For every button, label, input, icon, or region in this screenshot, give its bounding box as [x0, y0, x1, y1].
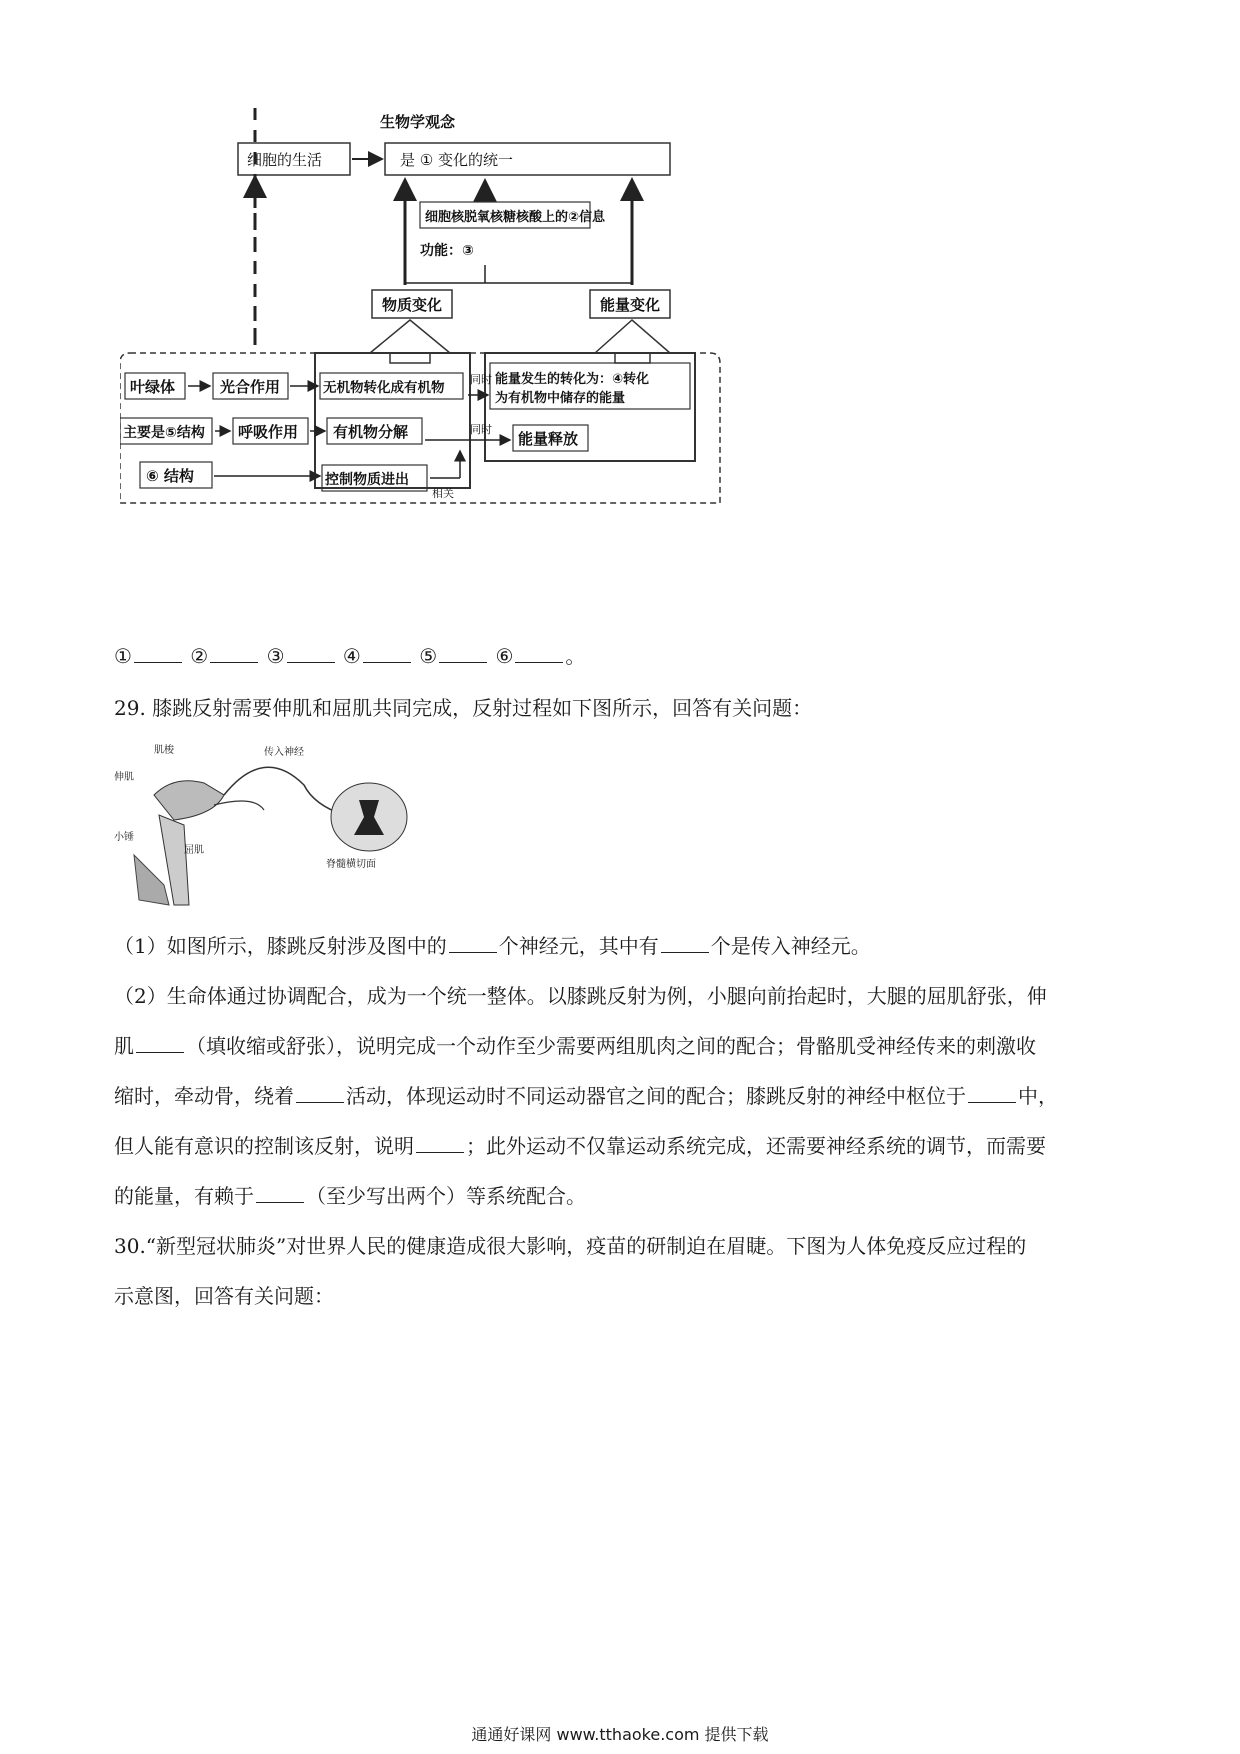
- mainly-structure-label: 主要是⑤结构: [123, 425, 205, 441]
- q29-blank-7[interactable]: [256, 1184, 304, 1203]
- related-label: 相关: [432, 487, 454, 500]
- q30-line2: 示意图，回答有关问题：: [114, 1284, 334, 1308]
- blank-label-2: ②: [190, 644, 209, 668]
- q29-p2-l5-a: 的能量，有赖于: [114, 1184, 254, 1208]
- q29-p2-l3-b: 活动，体现运动时不同运动器官之间的配合；膝跳反射的神经中枢位于: [346, 1084, 966, 1108]
- label-flexor: 屈肌: [184, 845, 204, 856]
- footer: 通通好课网 www.tthaoke.com 提供下载: [471, 1725, 769, 1744]
- concept-diagram: [120, 105, 820, 575]
- q29-p2-line1: （2）生命体通过协调配合，成为一个统一整体。以膝跳反射为例，小腿向前抬起时，大腿的屈肌舒张，伸: [114, 984, 1047, 1008]
- q29-blank-1[interactable]: [449, 934, 497, 953]
- answer-blanks-line: [114, 640, 585, 669]
- q29-stem: 29. 膝跳反射需要伸肌和屈肌共同完成，反射过程如下图所示，回答有关问题：: [114, 696, 813, 720]
- q29-p2-line2: [114, 1030, 1036, 1059]
- q29-p2-l3-c: 中，: [1018, 1084, 1058, 1108]
- energy-release-label: 能量释放: [518, 430, 579, 448]
- blank-label-4: ④: [342, 644, 361, 668]
- unity-label: 是 ① 变化的统一: [400, 151, 513, 169]
- energy-convert-1: 能量发生的转化为：④转化: [495, 372, 650, 387]
- q29-blank-6[interactable]: [416, 1134, 464, 1153]
- q29-p2-line5: [114, 1180, 586, 1209]
- blank-2[interactable]: [210, 644, 258, 663]
- q29-p2-l4-a: 但人能有意识的控制该反射，说明: [114, 1134, 414, 1158]
- q29-p2-line3: [114, 1080, 1058, 1109]
- cell-life-label: 细胞的生活: [247, 151, 323, 169]
- q29-p1-a: （1）如图所示，膝跳反射涉及图中的: [114, 934, 447, 958]
- simultaneous-1: 同时: [470, 373, 492, 386]
- blank-label-1: ①: [114, 644, 132, 668]
- energy-change-label: 能量变化: [600, 296, 661, 314]
- knee-reflex-figure: [114, 735, 414, 910]
- structure6-label: ⑥ 结构: [146, 467, 194, 485]
- info-label: 细胞核脱氧核糖核酸上的②信息: [425, 210, 606, 225]
- q30-line1: 30.“新型冠状肺炎”对世界人民的健康造成很大影响，疫苗的研制迫在眉睫。下图为人体免疫反应过程的: [114, 1234, 1027, 1258]
- blank-1[interactable]: [134, 644, 182, 663]
- photosynthesis-label: 光合作用: [220, 378, 281, 396]
- q29-p2-l2-a: 肌: [114, 1034, 134, 1058]
- q29-p1-c: 个是传入神经元。: [710, 934, 871, 958]
- blank-5[interactable]: [439, 644, 487, 663]
- q29-p2-l5-b: （至少写出两个）等系统配合。: [306, 1184, 586, 1208]
- q29-blank-2[interactable]: [661, 934, 709, 953]
- control-transport-label: 控制物质进出: [325, 472, 409, 488]
- respiration-label: 呼吸作用: [238, 423, 299, 441]
- chloroplast-label: 叶绿体: [130, 378, 176, 396]
- q29-p2-l3-a: 缩时，牵动骨，绕着: [114, 1084, 294, 1108]
- simultaneous-2: 同时: [470, 423, 492, 436]
- blank-label-3: ③: [266, 644, 285, 668]
- q29-p2-l2-b: （填收缩或舒张），说明完成一个动作至少需要两组肌肉之间的配合；骨骼肌受神经传来的刺激收: [186, 1034, 1036, 1058]
- label-spindle: 肌梭: [154, 745, 174, 756]
- label-extensor: 伸肌: [114, 772, 134, 783]
- blank-label-5: ⑤: [419, 644, 438, 668]
- q29-blank-4[interactable]: [296, 1084, 344, 1103]
- blank-6[interactable]: [515, 644, 563, 663]
- diagram-title: 生物学观念: [380, 113, 456, 131]
- q29-p2-line4: [114, 1130, 1046, 1159]
- q29-blank-3[interactable]: [136, 1034, 184, 1053]
- q29-p1-b: 个神经元，其中有: [498, 934, 659, 958]
- function-label: 功能：③: [420, 243, 474, 259]
- inorganic-label: 无机物转化成有机物: [323, 380, 445, 396]
- label-hammer: 小锤: [114, 832, 134, 843]
- energy-convert-2: 为有机物中储存的能量: [495, 391, 626, 406]
- label-spinal: 脊髓横切面: [326, 859, 376, 870]
- period: 。: [565, 644, 586, 668]
- blank-3[interactable]: [287, 644, 335, 663]
- blank-4[interactable]: [363, 644, 411, 663]
- q29-part1: [114, 930, 871, 959]
- label-afferent: 传入神经: [264, 747, 304, 758]
- q29-blank-5[interactable]: [968, 1084, 1016, 1103]
- q29-p2-l4-b: ；此外运动不仅靠运动系统完成，还需要神经系统的调节，而需要: [466, 1134, 1046, 1158]
- blank-label-6: ⑥: [495, 644, 514, 668]
- organic-decompose-label: 有机物分解: [333, 423, 409, 441]
- matter-change-label: 物质变化: [382, 296, 443, 314]
